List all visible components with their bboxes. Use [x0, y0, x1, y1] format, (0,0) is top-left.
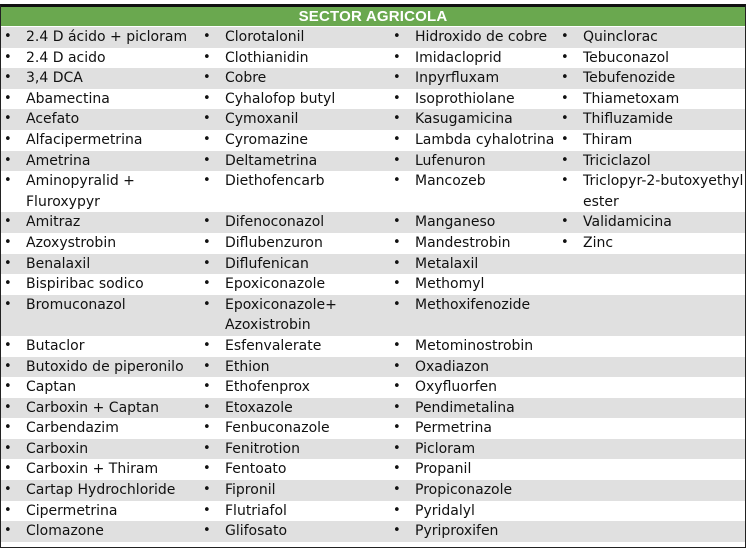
table-cell: [558, 377, 745, 398]
table-row: [1, 212, 745, 233]
list-item: • Acefato: [1, 109, 200, 130]
list-item: • Kasugamicina: [390, 109, 558, 130]
list-item: • Diflubenzuron: [200, 233, 390, 254]
list-item: • Captan: [1, 377, 200, 398]
table-cell: [390, 68, 558, 89]
table-row: [1, 89, 745, 110]
table-row: [1, 151, 745, 172]
list-item: • Bromuconazol: [1, 295, 200, 316]
table-cell: [200, 480, 390, 501]
table-cell: [1, 171, 200, 212]
list-item: • Lambda cyhalotrina: [390, 130, 558, 151]
table-cell: [390, 480, 558, 501]
table-row: [1, 109, 745, 130]
list-item: • Methoxifenozide: [390, 295, 558, 316]
table-cell: [200, 377, 390, 398]
list-item: • Manganeso: [390, 212, 558, 233]
table-cell: [390, 418, 558, 439]
table-cell: [200, 336, 390, 357]
table-cell: [1, 521, 200, 542]
table-row: [1, 274, 745, 295]
table-cell: [1, 48, 200, 69]
list-item: • Benalaxil: [1, 254, 200, 275]
table-cell: [558, 295, 745, 336]
table-row: [1, 398, 745, 419]
table-cell: [558, 274, 745, 295]
list-item: • Triciclazol: [558, 151, 745, 172]
table-cell: [200, 27, 390, 48]
table-cell: [200, 521, 390, 542]
list-item: • Cyromazine: [200, 130, 390, 151]
list-item: • 2.4 D acido: [1, 48, 200, 69]
list-item: • Difenoconazol: [200, 212, 390, 233]
list-item: • Amitraz: [1, 212, 200, 233]
list-item: • Carboxin + Thiram: [1, 459, 200, 480]
table-cell: [558, 89, 745, 110]
table-cell: [200, 212, 390, 233]
list-item: • Validamicina: [558, 212, 745, 233]
list-item: • Abamectina: [1, 89, 200, 110]
table-cell: [200, 459, 390, 480]
table-row: [1, 480, 745, 501]
table-cell: [1, 480, 200, 501]
list-item: • Clomazone: [1, 521, 200, 542]
list-item: • Ethion: [200, 357, 390, 378]
list-item: • Pendimetalina: [390, 398, 558, 419]
table-cell: [390, 439, 558, 460]
list-item: • Cipermetrina: [1, 501, 200, 522]
table-cell: [1, 295, 200, 336]
table-cell: [390, 295, 558, 336]
table-row: [1, 171, 745, 212]
table-cell: [558, 480, 745, 501]
table-row: [1, 336, 745, 357]
list-item: • Fentoato: [200, 459, 390, 480]
table-cell: [558, 521, 745, 542]
table-cell: [558, 171, 745, 212]
list-item: • Diethofencarb: [200, 171, 390, 192]
table-cell: [390, 501, 558, 522]
table-cell: [200, 501, 390, 522]
table-cell: [558, 48, 745, 69]
list-item: • 2.4 D ácido + picloram: [1, 27, 200, 48]
list-item: • Deltametrina: [200, 151, 390, 172]
list-item: • Thiram: [558, 130, 745, 151]
list-item: • Inpyrfluxam: [390, 68, 558, 89]
table-row: [1, 501, 745, 522]
table-cell: [390, 377, 558, 398]
list-item: • Quinclorac: [558, 27, 745, 48]
table-row: [1, 48, 745, 69]
list-item: • Etoxazole: [200, 398, 390, 419]
table-cell: [558, 459, 745, 480]
table-cell: [558, 130, 745, 151]
list-item: • Fipronil: [200, 480, 390, 501]
table-cell: [558, 27, 745, 48]
table-cell: [390, 89, 558, 110]
table-row: [1, 418, 745, 439]
list-item: • Triclopyr-2-butoxyethyl ester: [558, 171, 745, 212]
list-item: • Ametrina: [1, 151, 200, 172]
list-item: • Methomyl: [390, 274, 558, 295]
product-list-frame: [0, 4, 746, 548]
table-cell: [390, 151, 558, 172]
list-item: • Butaclor: [1, 336, 200, 357]
list-item: • Glifosato: [200, 521, 390, 542]
table-cell: [200, 48, 390, 69]
table-cell: [390, 130, 558, 151]
table-cell: [558, 68, 745, 89]
table-cell: [1, 418, 200, 439]
list-item: • Fenitrotion: [200, 439, 390, 460]
list-item: • Cobre: [200, 68, 390, 89]
list-item: • Oxyfluorfen: [390, 377, 558, 398]
table-cell: [390, 357, 558, 378]
list-item: • Mandestrobin: [390, 233, 558, 254]
list-item: • Esfenvalerate: [200, 336, 390, 357]
table-cell: [200, 295, 390, 336]
list-item: • Thiametoxam: [558, 89, 745, 110]
table-cell: [200, 254, 390, 275]
table-cell: [1, 336, 200, 357]
list-item: • Tebufenozide: [558, 68, 745, 89]
table-cell: [200, 68, 390, 89]
table-row: [1, 357, 745, 378]
table-cell: [1, 68, 200, 89]
table-cell: [390, 233, 558, 254]
table-cell: [558, 336, 745, 357]
table-cell: [1, 501, 200, 522]
list-item: • Clothianidin: [200, 48, 390, 69]
list-item: • Epoxiconazole: [200, 274, 390, 295]
table-cell: [1, 212, 200, 233]
list-item: • Pyriproxifen: [390, 521, 558, 542]
table-cell: [1, 439, 200, 460]
table-cell: [558, 439, 745, 460]
list-item: • Azoxystrobin: [1, 233, 200, 254]
list-item: • Thifluzamide: [558, 109, 745, 130]
list-item: • Imidacloprid: [390, 48, 558, 69]
table-cell: [1, 254, 200, 275]
list-item: • Propiconazole: [390, 480, 558, 501]
table-cell: [390, 171, 558, 212]
table-cell: [558, 109, 745, 130]
list-item: • Cyhalofop butyl: [200, 89, 390, 110]
list-item: • Picloram: [390, 439, 558, 460]
table-cell: [390, 27, 558, 48]
table-row: [1, 295, 745, 336]
table-cell: [200, 233, 390, 254]
list-item: • Carboxin: [1, 439, 200, 460]
list-item: • Flutriafol: [200, 501, 390, 522]
list-item: • Fenbuconazole: [200, 418, 390, 439]
table-cell: [390, 398, 558, 419]
table-cell: [390, 48, 558, 69]
table-row: [1, 521, 745, 542]
list-item: • Permetrina: [390, 418, 558, 439]
section-title: SECTOR AGRICOLA: [1, 7, 745, 27]
list-item: • Cymoxanil: [200, 109, 390, 130]
table-cell: [200, 357, 390, 378]
table-row: [1, 27, 745, 48]
table-cell: [390, 336, 558, 357]
list-item: • Propanil: [390, 459, 558, 480]
table-cell: [200, 418, 390, 439]
list-item: • Aminopyralid + Fluroxypyr: [1, 171, 200, 212]
product-table: [1, 27, 745, 542]
table-cell: [390, 254, 558, 275]
table-cell: [558, 501, 745, 522]
table-row: [1, 130, 745, 151]
list-item: • Oxadiazon: [390, 357, 558, 378]
table-cell: [1, 109, 200, 130]
table-cell: [390, 109, 558, 130]
product-rows: [1, 27, 745, 542]
table-cell: [390, 274, 558, 295]
table-cell: [1, 27, 200, 48]
list-item: • Mancozeb: [390, 171, 558, 192]
list-item: • Lufenuron: [390, 151, 558, 172]
table-cell: [558, 418, 745, 439]
list-item: • Hidroxido de cobre: [390, 27, 558, 48]
table-row: [1, 68, 745, 89]
table-row: [1, 233, 745, 254]
table-cell: [1, 233, 200, 254]
list-item: • Ethofenprox: [200, 377, 390, 398]
table-cell: [558, 212, 745, 233]
list-item: • Pyridalyl: [390, 501, 558, 522]
list-item: • Diflufenican: [200, 254, 390, 275]
list-item: • Zinc: [558, 233, 745, 254]
list-item: • Epoxiconazole+ Azoxistrobin: [200, 295, 390, 336]
table-cell: [558, 254, 745, 275]
table-cell: [558, 357, 745, 378]
table-cell: [1, 398, 200, 419]
table-row: [1, 377, 745, 398]
table-cell: [1, 459, 200, 480]
list-item: • Bispiribac sodico: [1, 274, 200, 295]
table-cell: [1, 89, 200, 110]
table-cell: [558, 398, 745, 419]
table-cell: [200, 274, 390, 295]
table-cell: [390, 459, 558, 480]
table-cell: [390, 521, 558, 542]
table-cell: [200, 439, 390, 460]
list-item: • Butoxido de piperonilo: [1, 357, 200, 378]
table-row: [1, 439, 745, 460]
list-item: • 3,4 DCA: [1, 68, 200, 89]
list-item: • Clorotalonil: [200, 27, 390, 48]
list-item: • Cartap Hydrochloride: [1, 480, 200, 501]
list-item: • Alfacipermetrina: [1, 130, 200, 151]
table-cell: [200, 130, 390, 151]
table-cell: [200, 109, 390, 130]
table-cell: [558, 233, 745, 254]
table-cell: [1, 377, 200, 398]
table-cell: [200, 151, 390, 172]
list-item: • Metominostrobin: [390, 336, 558, 357]
table-cell: [1, 274, 200, 295]
list-item: • Tebuconazol: [558, 48, 745, 69]
table-cell: [558, 151, 745, 172]
list-item: • Metalaxil: [390, 254, 558, 275]
table-cell: [200, 89, 390, 110]
table-row: [1, 459, 745, 480]
table-cell: [390, 212, 558, 233]
list-item: • Isoprothiolane: [390, 89, 558, 110]
table-cell: [200, 171, 390, 212]
list-item: • Carbendazim: [1, 418, 200, 439]
list-item: • Carboxin + Captan: [1, 398, 200, 419]
table-cell: [1, 151, 200, 172]
table-cell: [1, 357, 200, 378]
table-cell: [1, 130, 200, 151]
table-cell: [200, 398, 390, 419]
table-row: [1, 254, 745, 275]
